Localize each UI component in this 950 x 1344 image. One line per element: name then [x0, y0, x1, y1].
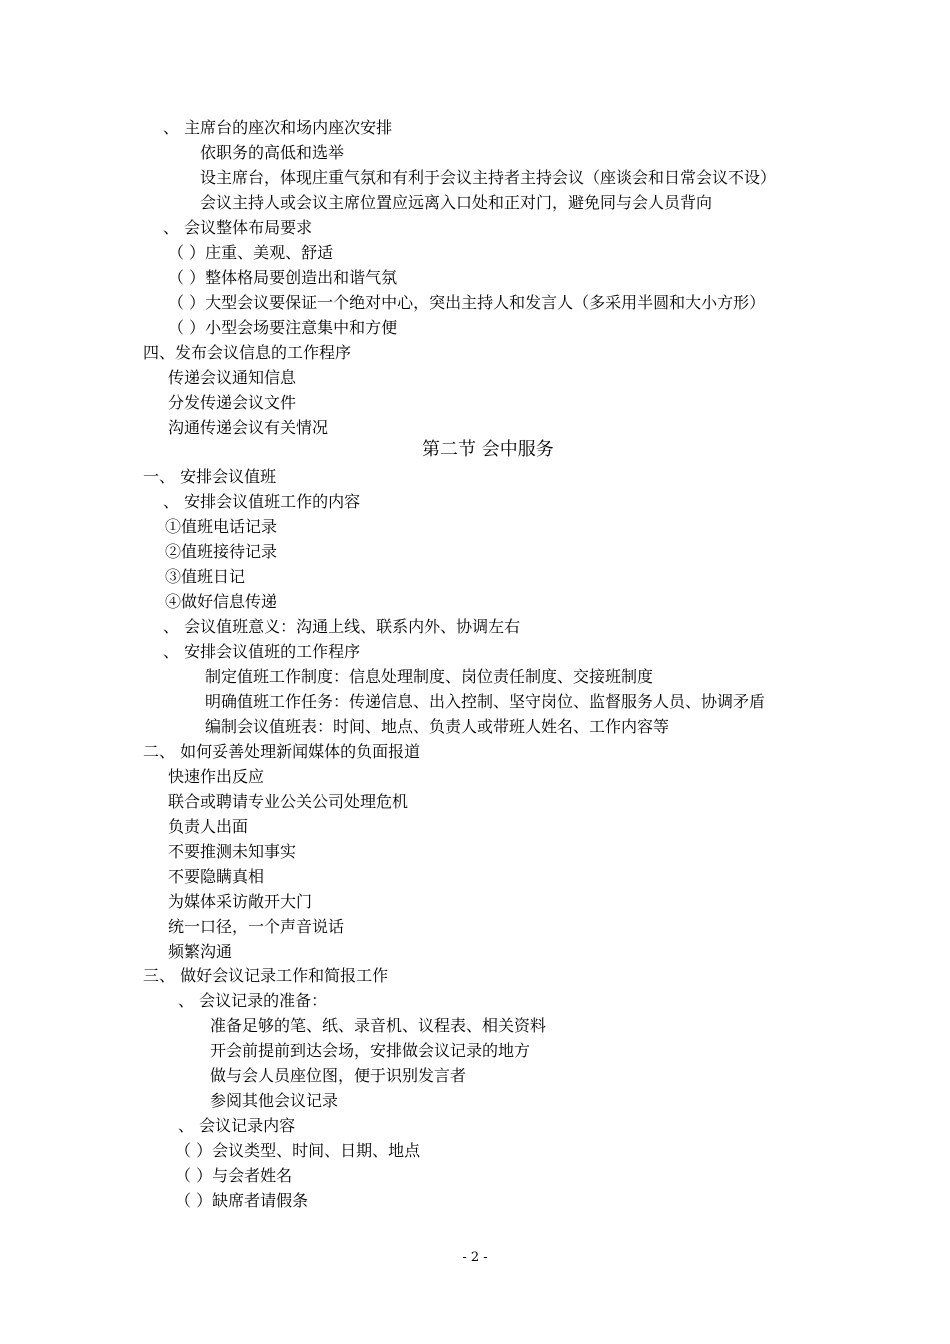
text-line: 明确值班工作任务：传递信息、出入控制、坚守岗位、监督服务人员、协调矛盾 [205, 692, 766, 711]
section-heading: 三、 做好会议记录工作和简报工作 [143, 966, 389, 985]
text-line: 不要推测未知事实 [168, 842, 297, 861]
text-line: 不要隐瞒真相 [168, 867, 265, 886]
text-line: （ ）整体格局要创造出和谐气氛 [168, 268, 398, 287]
text-line: 设主席台，体现庄重气氛和有利于会议主持者主持会议（座谈会和日常会议不设） [200, 168, 777, 187]
text-line: 做与会人员座位图，便于识别发言者 [210, 1066, 467, 1085]
text-line: 、 主席台的座次和场内座次安排 [163, 118, 393, 137]
text-line: 、 会议值班意义：沟通上线、联系内外、协调左右 [163, 617, 521, 636]
text-line: 参阅其他会议记录 [210, 1091, 339, 1110]
page-number: - 2 - [462, 1250, 488, 1265]
section-heading: 四、发布会议信息的工作程序 [143, 343, 352, 362]
text-line: 为媒体采访敞开大门 [168, 892, 313, 911]
section-heading: 一、 安排会议值班 [143, 467, 277, 486]
text-line: （ ）庄重、美观、舒适 [168, 243, 334, 262]
section-heading: 二、 如何妥善处理新闻媒体的负面报道 [143, 742, 421, 761]
text-line: 依职务的高低和选举 [200, 143, 345, 162]
text-line: 联合或聘请专业公关公司处理危机 [168, 792, 409, 811]
text-line: ②值班接待记录 [165, 542, 278, 561]
text-line: ④做好信息传递 [165, 592, 278, 611]
text-line: 、 安排会议值班的工作程序 [163, 642, 361, 661]
text-line: 传递会议通知信息 [168, 368, 297, 387]
text-line: 统一口径，一个声音说话 [168, 917, 345, 936]
text-line: （ ）缺席者请假条 [175, 1191, 309, 1210]
text-line: 开会前提前到达会场，安排做会议记录的地方 [210, 1041, 531, 1060]
text-line: （ ）小型会场要注意集中和方便 [168, 318, 398, 337]
text-line: 编制会议值班表：时间、地点、负责人或带班人姓名、工作内容等 [205, 717, 670, 736]
text-line: 、 会议记录的准备： [178, 991, 328, 1010]
text-line: 快速作出反应 [168, 767, 265, 786]
text-line: 、 会议整体布局要求 [163, 218, 313, 237]
text-line: （ ）与会者姓名 [175, 1166, 293, 1185]
text-line: 沟通传递会议有关情况 [168, 418, 329, 437]
text-line: 、 会议记录内容 [178, 1116, 296, 1135]
text-line: 负责人出面 [168, 817, 249, 836]
text-line: （ ）大型会议要保证一个绝对中心，突出主持人和发言人（多采用半圆和大小方形） [168, 293, 766, 312]
text-line: 会议主持人或会议主席位置应远离入口处和正对门，避免同与会人员背向 [200, 193, 713, 212]
text-line: 准备足够的笔、纸、录音机、议程表、相关资料 [210, 1016, 547, 1035]
text-line: 分发传递会议文件 [168, 393, 297, 412]
text-line: （ ）会议类型、时间、日期、地点 [175, 1141, 421, 1160]
text-line: 频繁沟通 [168, 942, 233, 961]
text-line: 、 安排会议值班工作的内容 [163, 492, 361, 511]
text-line: ①值班电话记录 [165, 517, 278, 536]
text-line: 制定值班工作制度：信息处理制度、岗位责任制度、交接班制度 [205, 667, 654, 686]
section-title: 第二节 会中服务 [422, 439, 554, 460]
text-line: ③值班日记 [165, 567, 246, 586]
